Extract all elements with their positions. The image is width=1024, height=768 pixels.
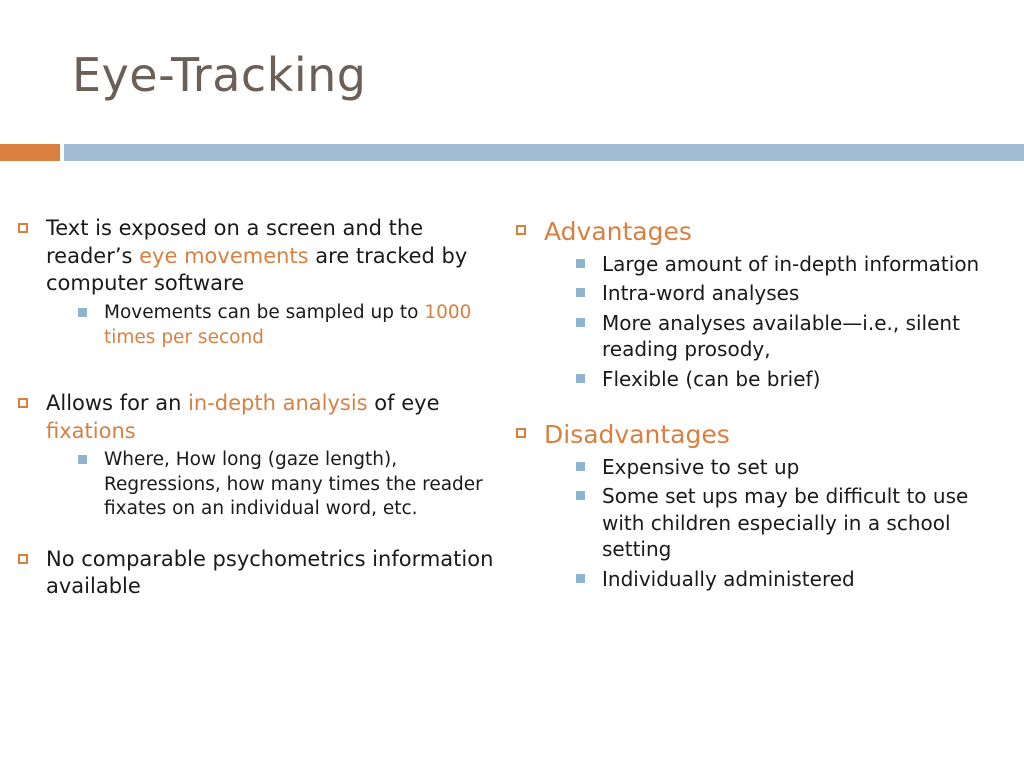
bullet-text: No comparable psychometrics information available	[46, 546, 494, 599]
bullet-text-part2: of eye	[367, 390, 440, 415]
disadvantage-text: Some set ups may be difficult to use with children especially in a school setting	[602, 484, 969, 562]
left-sub-list-1	[74, 301, 510, 350]
square-bullet-icon	[18, 398, 28, 408]
advantages-heading-label: Advantages	[544, 217, 692, 246]
bullet-text-part1: Allows for an	[46, 390, 189, 415]
list-item	[74, 301, 510, 350]
square-bullet-icon	[516, 428, 526, 438]
bullet-text-highlight: eye movements	[139, 243, 309, 268]
square-bullet-icon	[576, 318, 585, 327]
list-item	[10, 546, 510, 601]
list-item	[10, 215, 510, 350]
bullet-text-part2: are tracked by computer software	[46, 243, 468, 296]
bullet-text-highlight-1: in-depth analysis	[188, 390, 368, 415]
square-bullet-icon	[576, 374, 585, 383]
left-sub-list-2	[74, 448, 510, 521]
advantages-heading	[508, 215, 1008, 392]
square-bullet-icon	[576, 288, 585, 297]
disadvantages-heading	[508, 418, 1008, 592]
square-bullet-icon	[576, 574, 585, 583]
spacer	[10, 524, 510, 546]
list-item	[572, 483, 1008, 562]
title-rule-orange	[0, 144, 60, 161]
advantage-text: More analyses available—i.e., silent reading prosody,	[602, 310, 960, 362]
list-item	[572, 566, 1008, 592]
square-bullet-icon	[18, 223, 28, 233]
square-bullet-icon	[78, 308, 87, 317]
advantages-list	[572, 251, 1008, 392]
spacer	[508, 396, 1008, 418]
left-content-column	[10, 215, 510, 603]
square-bullet-icon	[78, 455, 87, 464]
disadvantages-list	[572, 454, 1008, 592]
disadvantage-text: Individually administered	[602, 566, 855, 591]
list-item	[572, 454, 1008, 480]
disadvantage-text: Expensive to set up	[602, 454, 800, 479]
left-bullet-list	[10, 215, 510, 601]
bullet-text-highlight-2: fixations	[46, 418, 136, 443]
bullet-text-part1: Text is exposed on a screen and the reader’s	[46, 216, 424, 268]
spacer	[10, 352, 510, 390]
list-item	[572, 310, 1008, 363]
sub-bullet-text: Where, How long (gaze length), Regressions, how many times the reader fixates on an individual word, etc.	[104, 449, 483, 520]
list-item	[572, 251, 1008, 277]
square-bullet-icon	[576, 491, 585, 500]
list-item	[572, 280, 1008, 306]
square-bullet-icon	[18, 554, 28, 564]
title-rule-blue	[64, 144, 1024, 161]
right-bullet-list	[508, 215, 1008, 592]
list-item	[572, 366, 1008, 392]
square-bullet-icon	[576, 259, 585, 268]
square-bullet-icon	[576, 462, 585, 471]
advantage-text: Flexible (can be brief)	[602, 366, 821, 391]
advantage-text: Large amount of in-depth information	[602, 252, 980, 276]
list-item	[10, 390, 510, 522]
list-item	[74, 448, 510, 521]
right-content-column	[508, 215, 1008, 596]
square-bullet-icon	[516, 225, 526, 235]
sub-bullet-text-highlight: 1000 times per second	[104, 302, 472, 348]
advantage-text: Intra-word analyses	[602, 281, 800, 306]
page-title: Eye-Tracking	[72, 48, 367, 102]
disadvantages-heading-label: Disadvantages	[544, 419, 730, 449]
sub-bullet-text-part1: Movements can be sampled up to	[104, 302, 425, 324]
